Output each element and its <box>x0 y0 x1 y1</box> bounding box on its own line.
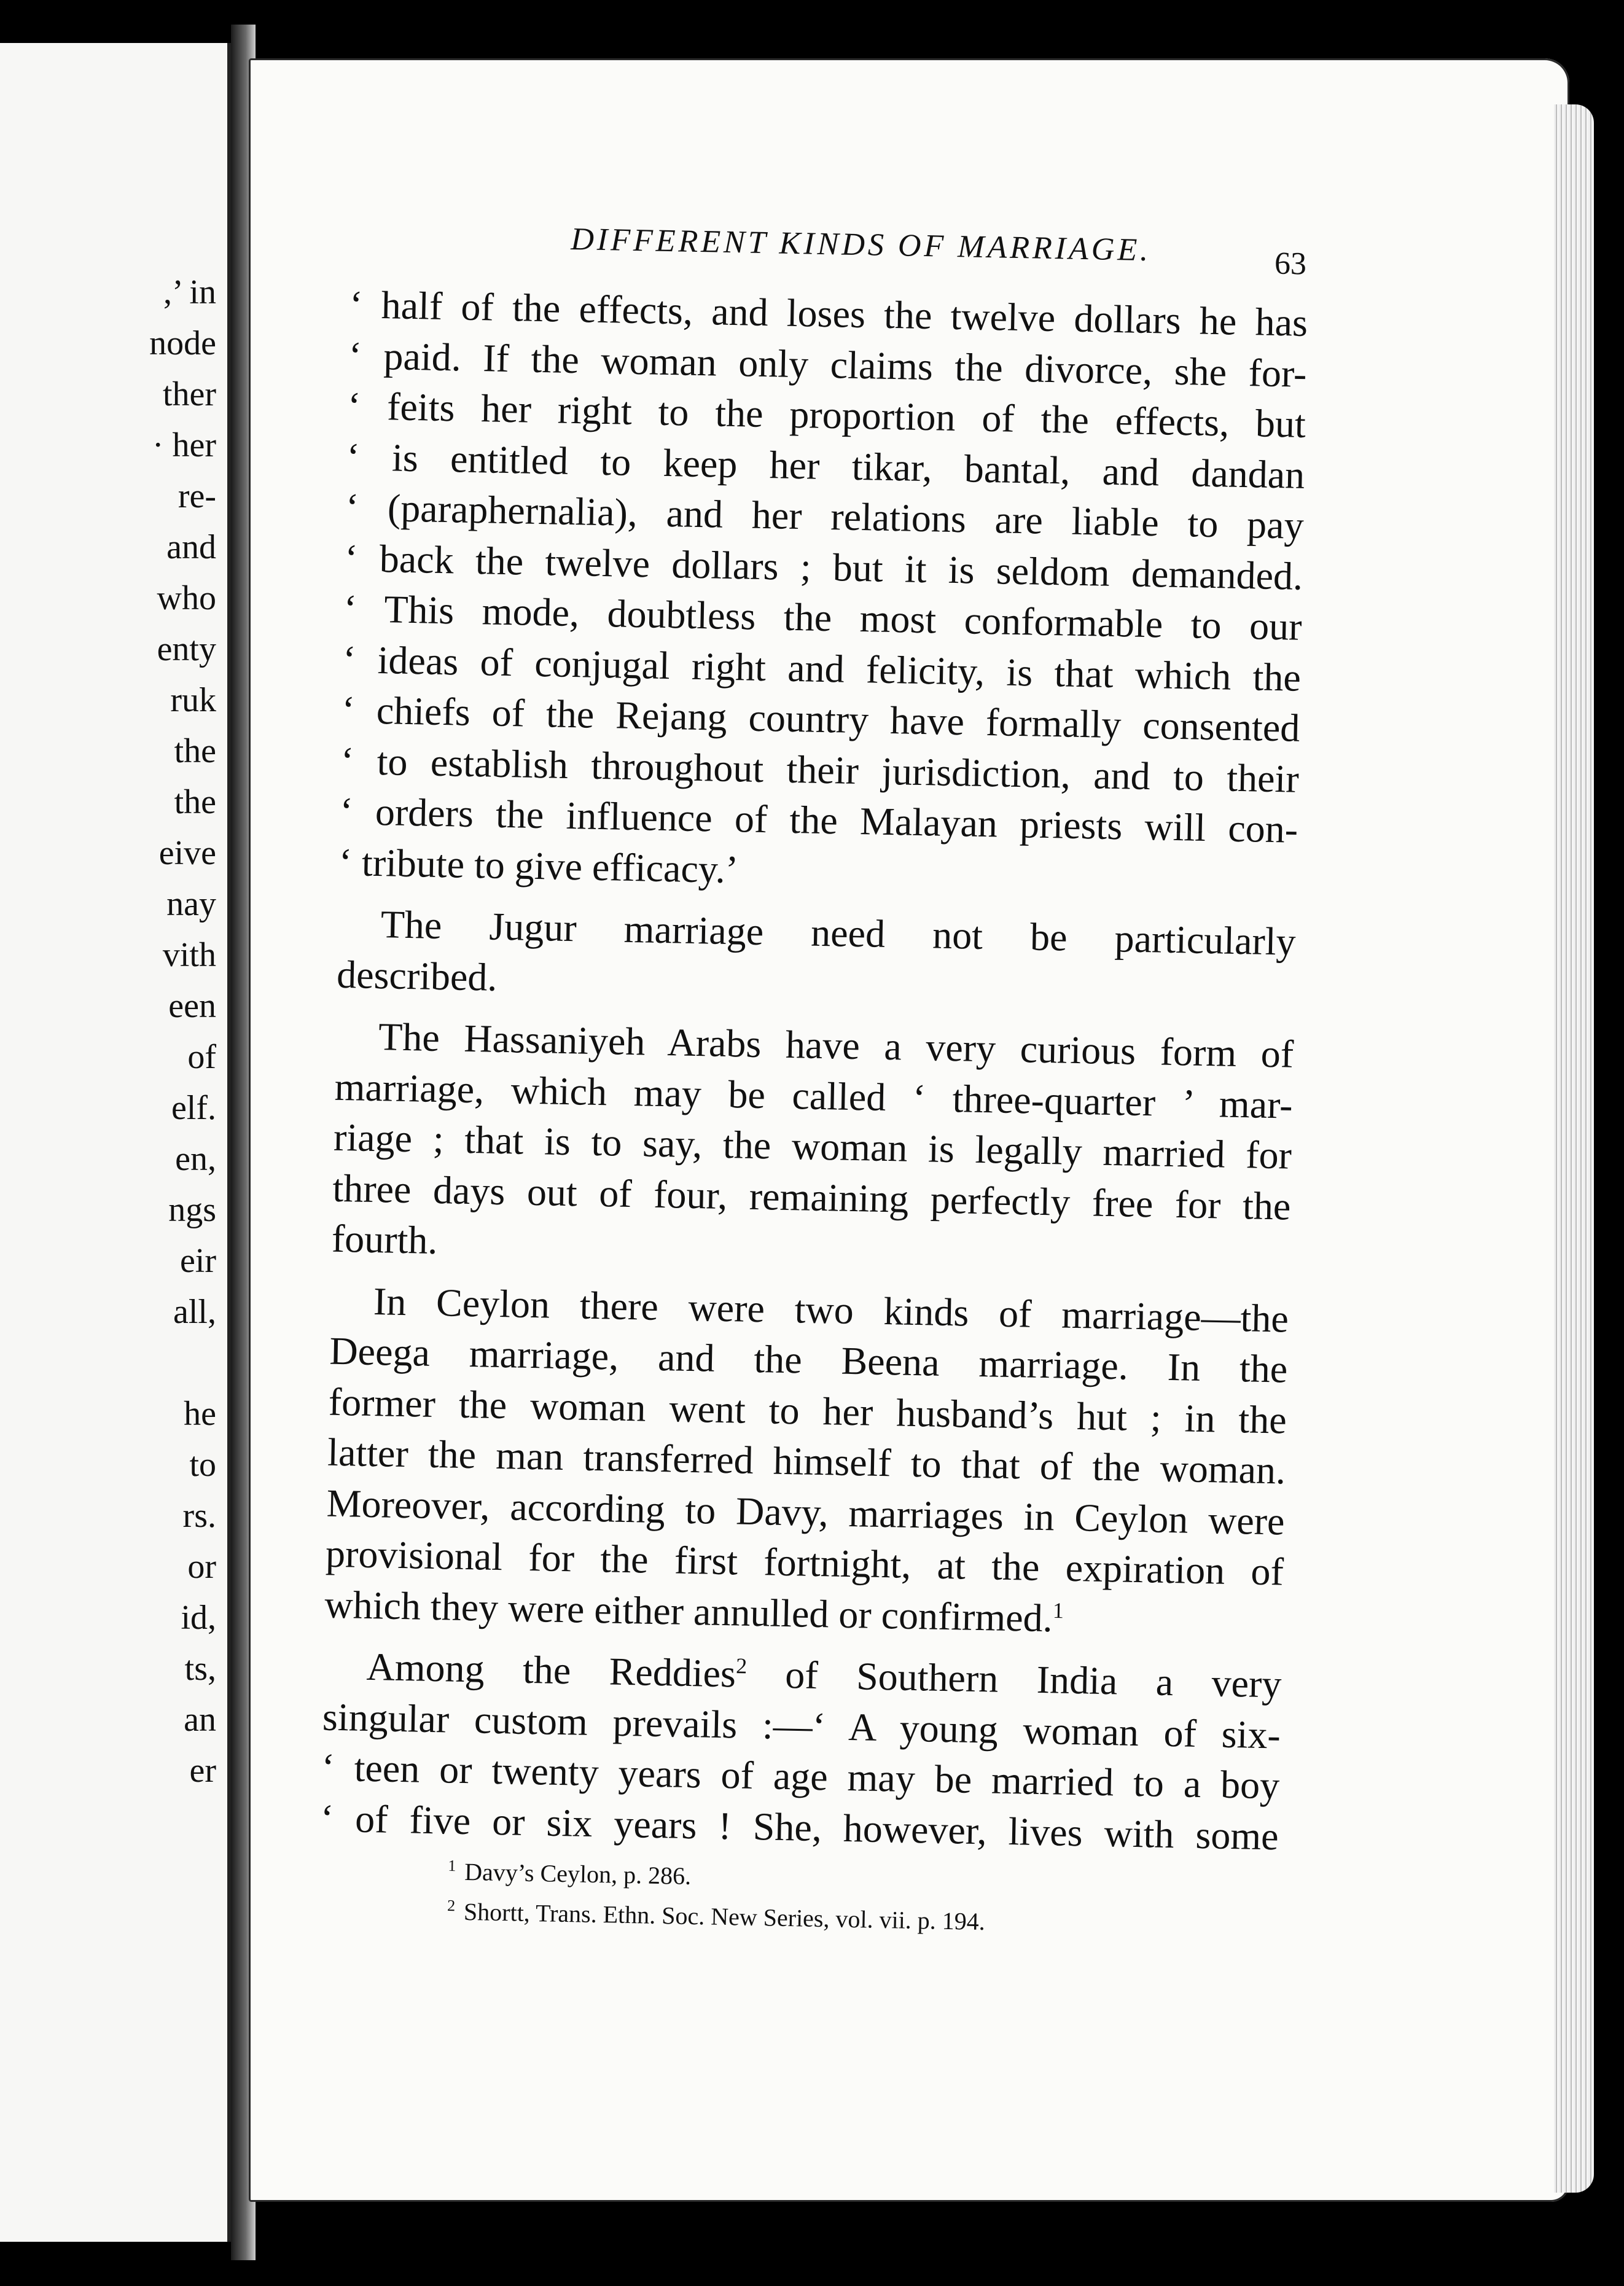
text-line: ‘ This mode, doubtless the most conformable to our <box>343 586 1303 649</box>
text-line: marriage, which may be called ‘ three-quarter ’ mar- <box>334 1064 1294 1127</box>
facing-page-fragment: en, <box>175 1140 216 1178</box>
text-line: three days out of four, remaining perfectly free for the <box>332 1166 1292 1228</box>
paragraph-jugur <box>336 899 1296 1018</box>
facing-page-fragment: een <box>168 987 216 1025</box>
facing-page-fragment: vith <box>162 936 216 974</box>
footnote-reference: 2 <box>735 1653 748 1679</box>
facing-page-fragment: enty <box>157 630 216 668</box>
paragraph-continued-quote <box>338 279 1308 906</box>
page-number: 63 <box>1274 246 1307 282</box>
footnotes <box>447 1849 986 1939</box>
facing-page-fragment: nay <box>166 885 216 923</box>
text-line: The Jugur marriage need not be particularly <box>380 902 1297 964</box>
facing-page-fragment: ther <box>162 375 216 413</box>
text-line: ‘ chiefs of the Rejang country have formally consented <box>341 687 1300 750</box>
facing-page-fragment: who <box>157 579 216 617</box>
text-line: singular custom prevails :—‘ A young woman of six- <box>322 1695 1281 1757</box>
text-line: ‘ (paraphernalia), and her relations are liable to pay <box>345 485 1305 547</box>
facing-page-fragment: the <box>174 783 216 821</box>
footnote-mark: 2 <box>447 1897 456 1915</box>
facing-page-fragment: ngs <box>168 1191 216 1229</box>
text-line: ‘ back the twelve dollars ; but it is seldom demanded. <box>344 536 1303 598</box>
text-line: latter the man transferred himself to that of the woman. <box>327 1430 1286 1492</box>
text-line: ‘ paid. If the woman only claims the divorce, she for- <box>348 333 1308 396</box>
text-line: former the woman went to her husband’s hut ; in the <box>328 1379 1287 1442</box>
text-line: ‘ feits her right to the proportion of the effects, but <box>347 383 1306 446</box>
text-line: In Ceylon there were two kinds of marriage—the <box>373 1279 1289 1341</box>
text-line-content: of Southern India a very <box>746 1652 1282 1706</box>
paragraph-ceylon <box>324 1275 1289 1648</box>
facing-page-fragment: to <box>189 1446 216 1484</box>
text-line: The Hassaniyeh Arabs have a very curious form of <box>378 1015 1294 1076</box>
text-line: fourth. <box>331 1216 439 1263</box>
facing-page-fragment: and <box>166 528 216 566</box>
facing-page <box>0 43 231 2242</box>
facing-page-text-fragments <box>149 267 216 1796</box>
facing-page-fragment: rs. <box>182 1497 216 1535</box>
facing-page-fragment: ,’ in <box>163 273 216 311</box>
text-line: riage ; that is to say, the woman is legally married for <box>333 1115 1292 1177</box>
facing-page-fragment: re- <box>178 477 216 515</box>
text-line: Deega marriage, and the Beena marriage. In the <box>329 1328 1288 1391</box>
body-text <box>320 279 1308 1873</box>
facing-page-fragment: er <box>189 1752 216 1790</box>
facing-page-fragment: or <box>187 1548 216 1586</box>
text-line: provisional for the first fortnight, at the expiration of <box>325 1531 1284 1594</box>
text-line-content: which they were either annulled or confirmed. <box>324 1582 1053 1640</box>
text-line: ‘ of five or six years ! She, however, lives with some <box>320 1796 1279 1858</box>
facing-page-fragment: · her <box>152 426 216 464</box>
facing-page-fragment: ts, <box>184 1650 216 1688</box>
facing-page-fragment: all, <box>173 1293 216 1331</box>
text-line: ‘ teen or twenty years of age may be married to a boy <box>321 1745 1280 1808</box>
footnote-reference: 1 <box>1052 1597 1064 1623</box>
running-head: DIFFERENT KINDS OF MARRIAGE. <box>570 221 1152 268</box>
facing-page-fragment: he <box>184 1395 216 1433</box>
text-line: ‘ is entitled to keep her tikar, bantal, and dandan <box>346 434 1305 497</box>
footnote-text: Shortt, Trans. Ethn. Soc. New Series, vol. vii. p. 194. <box>463 1898 986 1936</box>
facing-page-fragment: an <box>184 1701 216 1739</box>
text-line: ‘ half of the effects, and loses the twelve dollars he has <box>349 282 1308 345</box>
facing-page-fragment: of <box>187 1038 216 1076</box>
paragraph-reddies <box>320 1641 1282 1862</box>
text-line: ‘ to establish throughout their jurisdiction, and to their <box>340 738 1300 801</box>
text-line: described. <box>336 952 498 999</box>
footnote-text: Davy’s Ceylon, p. 286. <box>464 1857 692 1890</box>
text-line: ‘ tribute to give efficacy.’ <box>338 840 739 891</box>
page-edges <box>1554 104 1594 2193</box>
paragraph-hassaniyeh <box>331 1011 1294 1282</box>
text-line-content: Among the Reddies <box>365 1644 736 1696</box>
facing-page-fragment: node <box>149 324 216 362</box>
footnote-mark: 1 <box>448 1856 456 1875</box>
facing-page-fragment: the <box>174 732 216 770</box>
facing-page-fragment: eive <box>158 834 216 872</box>
text-line: Moreover, according to Davy, marriages in Ceylon were <box>326 1481 1286 1543</box>
facing-page-fragment: ruk <box>170 681 216 719</box>
text-line: ‘ orders the influence of the Malayan priests will con- <box>339 789 1298 851</box>
facing-page-fragment: eir <box>179 1242 216 1280</box>
facing-page-fragment: id, <box>181 1599 216 1637</box>
facing-page-fragment <box>149 1338 216 1389</box>
facing-page-fragment: elf. <box>171 1089 216 1127</box>
text-line: ‘ ideas of conjugal right and felicity, is that which the <box>342 637 1302 700</box>
